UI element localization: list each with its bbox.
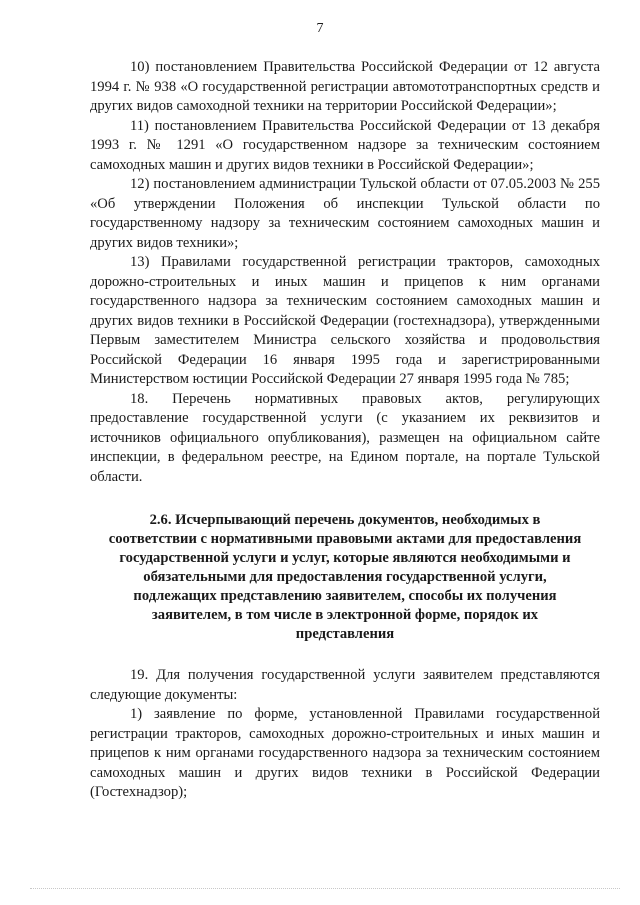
paragraph-item-10: 10) постановлением Правительства Российской Федерации от 12 августа 1994 г. № 938 «О государственной регистрации автомототранспортных средств и других видов самоходной техники на территории Российской Федерации»;	[90, 59, 600, 114]
paragraph-19: 19. Для получения государственной услуги заявителем представляются следующие документы:	[90, 667, 600, 703]
document-body	[90, 58, 600, 803]
section-title-2-6: 2.6. Исчерпывающий перечень документов, необходимых в соответствии с нормативными правовыми актами для предоставления государственной услуги и услуг, которые являются необходимыми и обязательными для предоставления государственной услуги, подлежащих представлению заявителем, способы их получения заявителем, в том числе в электронной форме, порядок их представления	[108, 512, 582, 642]
page-number: 7	[316, 21, 324, 36]
paragraph-19-item-1: 1) заявление по форме, установленной Правилами государственной регистрации тракторов, самоходных дорожно-строительных и иных машин и прицепов к ним органами государственного надзора за техническим состоянием самоходных машин и других видов техники в Российской Федерации (Гостехнадзор);	[90, 706, 600, 800]
paragraph-item-13: 13) Правилами государственной регистрации тракторов, самоходных дорожно-строительных и иных машин и прицепов к ним органами государственного надзора за техническим состоянием самоходных машин и других видов техники в Российской Федерации (гостехнадзора), утвержденными Первым заместителем Министра сельского хозяйства и продовольствия Российской Федерации 16 января 1995 года и зарегистрированными Министерством юстиции Российской Федерации 27 января 1995 года № 785;	[90, 254, 600, 387]
paragraph-item-12: 12) постановлением администрации Тульской области от 07.05.2003 № 255 «Об утверждении Положения об инспекции Тульской области по государственному надзору за техническим состоянием самоходных машин и других видов техники»;	[90, 176, 600, 251]
paragraph-item-11: 11) постановлением Правительства Российской Федерации от 13 декабря 1993 г. № 1291 «О государственном надзоре за техническим состоянием самоходных машин и других видов техники в Российской Федерации»;	[90, 117, 600, 173]
paragraph-18: 18. Перечень нормативных правовых актов, регулирующих предоставление государственной услуги (с указанием их реквизитов и источников официального опубликования), размещен на официальном сайте инспекции, в федеральном реестре, на Едином портале, на портале Тульской области.	[90, 390, 600, 485]
scan-artifact-line	[30, 888, 620, 891]
